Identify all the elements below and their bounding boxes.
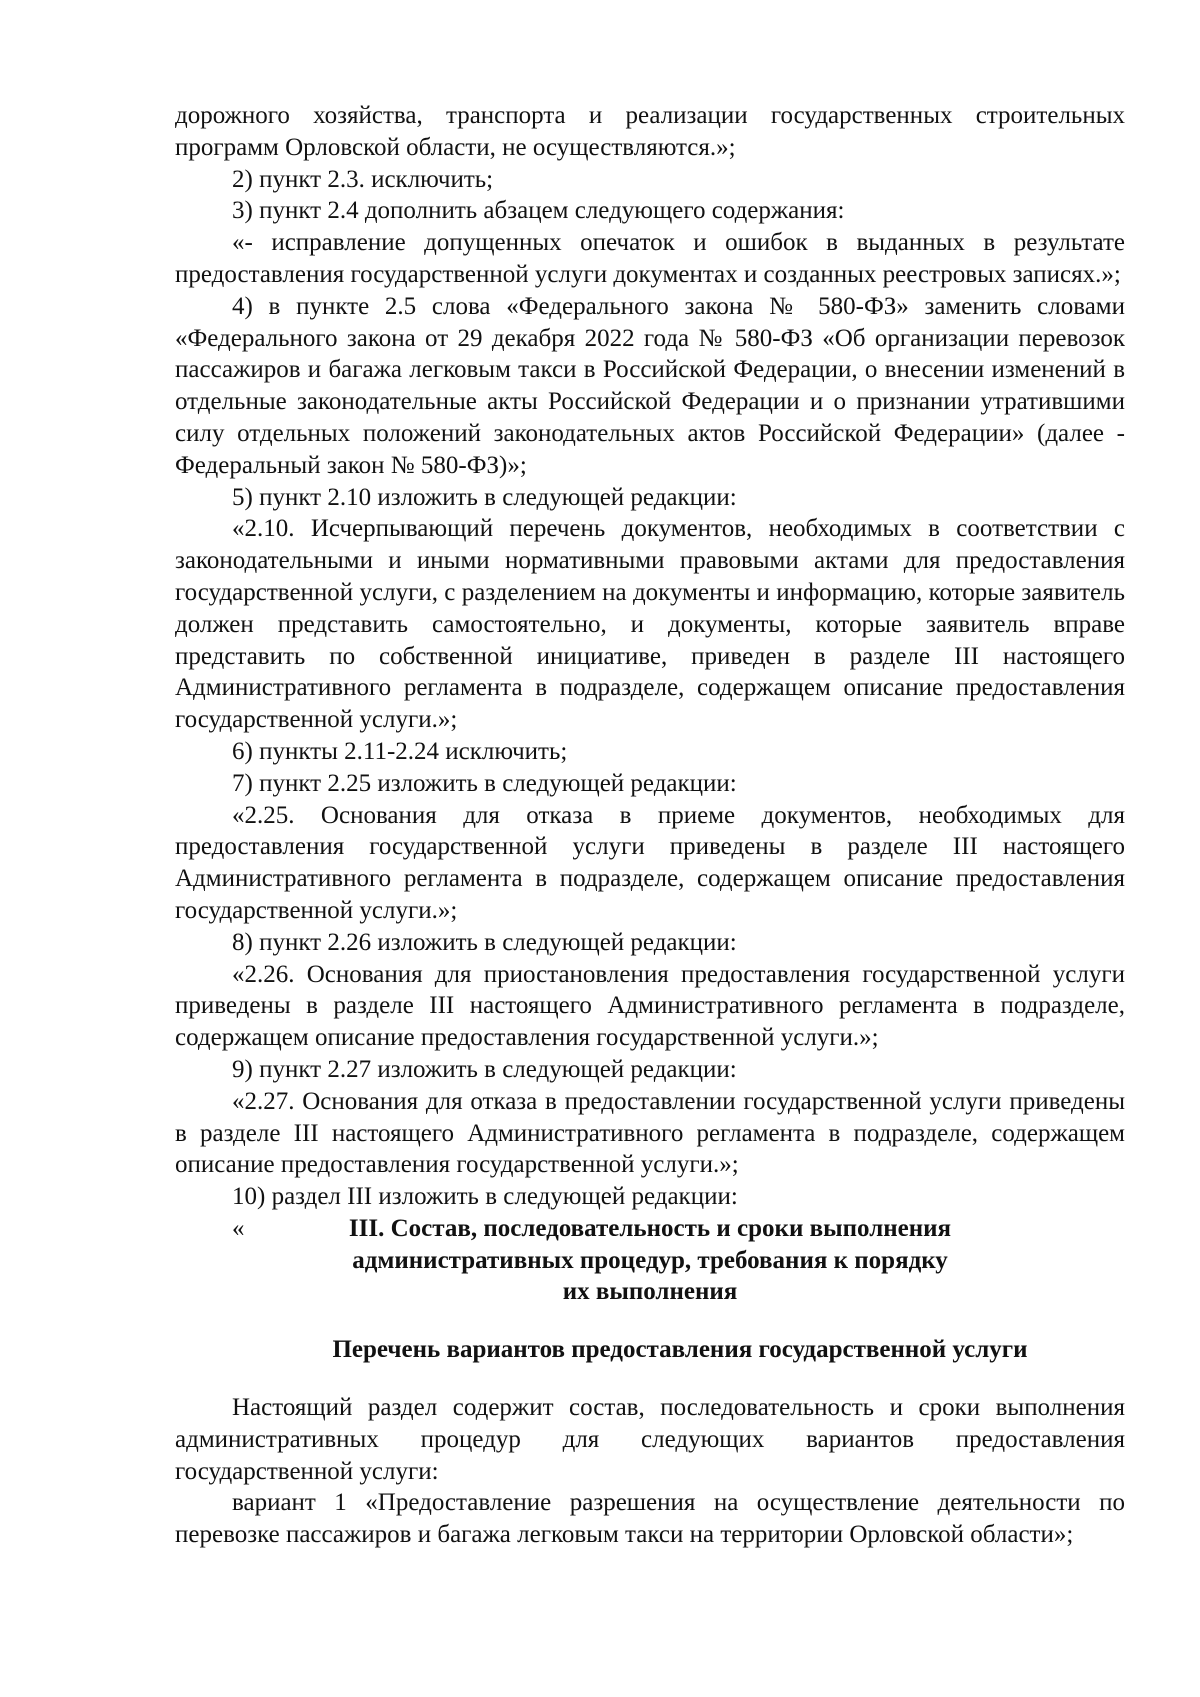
paragraph: 7) пункт 2.25 изложить в следующей редакции:: [232, 769, 737, 797]
section-heading-quote: «: [232, 1214, 245, 1242]
paragraph: «2.27. Основания для отказа в предоставлении государственной услуги приведены в разделе III настоящего Административного регламента в подразделе, содержащем описание предоставления государственной услуги.»;: [175, 1087, 1125, 1179]
section-heading: [175, 1213, 1125, 1308]
paragraph: «2.26. Основания для приостановления предоставления государственной услуги приведены в разделе III настоящего Административного регламента в подразделе, содержащем описание предоставления государственной услуги.»;: [175, 960, 1125, 1052]
paragraph: 9) пункт 2.27 изложить в следующей редакции:: [232, 1055, 737, 1083]
section-heading-line-3: их выполнения: [562, 1278, 738, 1306]
paragraph: 5) пункт 2.10 изложить в следующей редакции:: [232, 483, 737, 511]
paragraph: «2.25. Основания для отказа в приеме документов, необходимых для предоставления государственной услуги приведены в разделе III настоящего Административного регламента в подразделе, содержащем описание предоставления государственной услуги.»;: [175, 801, 1125, 924]
paragraph: 3) пункт 2.4 дополнить абзацем следующего содержания:: [232, 197, 845, 225]
subsection-heading: Перечень вариантов предоставления государственной услуги: [332, 1336, 1028, 1364]
section-heading-line-1: III. Состав, последовательность и сроки выполнения: [348, 1214, 952, 1242]
paragraph: 8) пункт 2.26 изложить в следующей редакции:: [232, 928, 737, 956]
paragraph: 6) пункты 2.11-2.24 исключить;: [232, 737, 568, 765]
paragraph: «2.10. Исчерпывающий перечень документов, необходимых в соответствии с законодательными и иными нормативными правовыми актами для предоставления государственной услуги, с разделением на документы и информацию, которые заявитель должен представить самостоятельно, и документы, которые заявитель вправе представить по собственной инициативе, приведен в разделе III настоящего Административного регламента в подразделе, содержащем описание предоставления государственной услуги.»;: [175, 515, 1125, 734]
paragraph: 4) в пункте 2.5 слова «Федерального закона № 580-ФЗ» заменить словами «Федерального закона от 29 декабря 2022 года № 580-ФЗ «Об организации перевозок пассажиров и багажа легковым такси в Российской Федерации, о внесении изменений в отдельные законодательные акты Российской Федерации и о признании утратившими силу отдельных положений законодательных актов Российской Федерации» (далее - Федеральный закон № 580-ФЗ)»;: [175, 292, 1125, 479]
section-heading-line-2: административных процедур, требования к порядку: [352, 1246, 948, 1274]
document-page: [175, 100, 1125, 1551]
paragraph: 10) раздел III изложить в следующей редакции:: [232, 1183, 738, 1211]
paragraph: «- исправление допущенных опечаток и ошибок в выданных в результате предоставления государственной услуги документах и созданных реестровых записях.»;: [175, 229, 1125, 288]
paragraph: 2) пункт 2.3. исключить;: [232, 165, 494, 193]
paragraph: вариант 1 «Предоставление разрешения на осуществление деятельности по перевозке пассажиров и багажа легковым такси на территории Орловской области»;: [175, 1489, 1125, 1549]
variants-list: [175, 1392, 1125, 1551]
amendment-list: [175, 100, 1125, 1213]
paragraph: Настоящий раздел содержит состав, последовательность и сроки выполнения административных процедур для следующих вариантов предоставления государственной услуги:: [175, 1394, 1125, 1485]
paragraph: дорожного хозяйства, транспорта и реализации государственных строительных программ Орловской области, не осуществляются.»;: [175, 102, 1125, 161]
